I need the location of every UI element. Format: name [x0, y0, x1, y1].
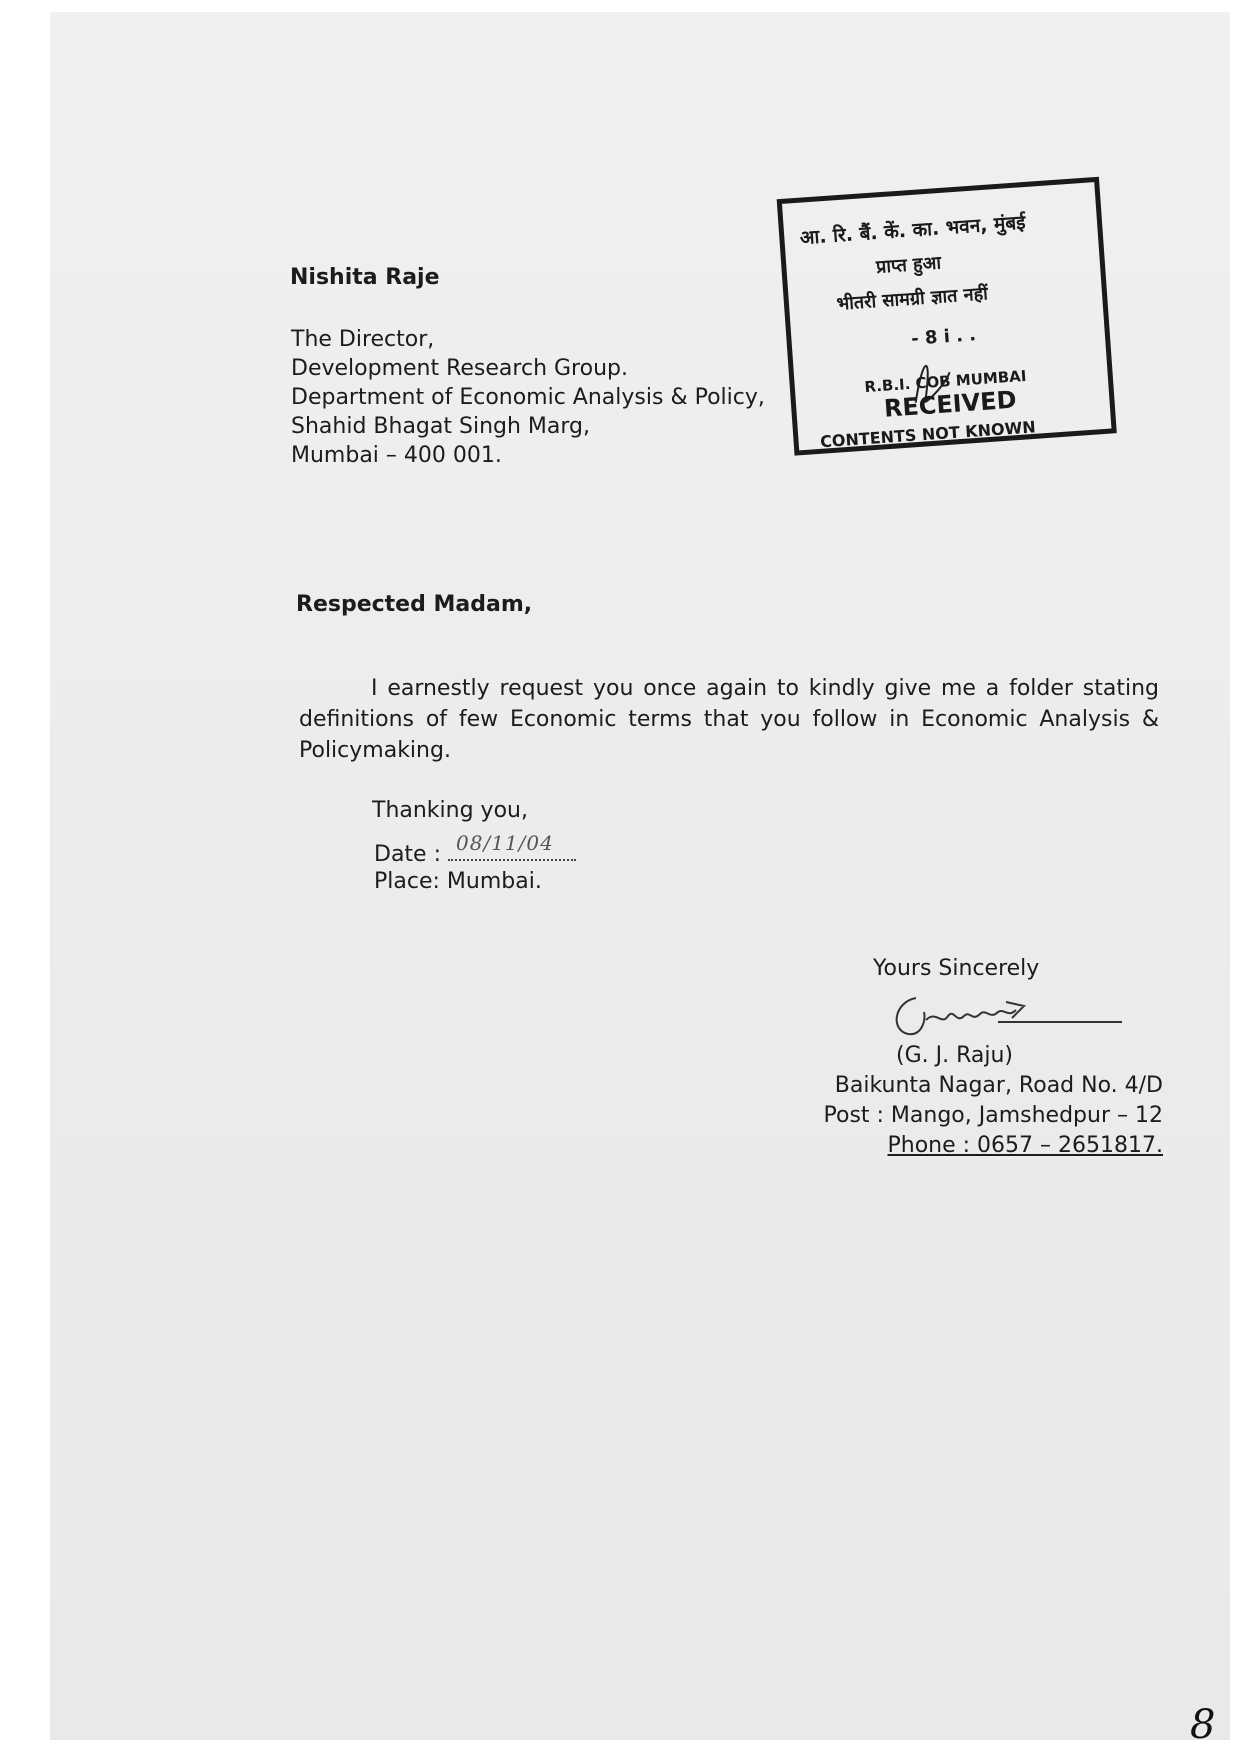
handwritten-signature — [886, 990, 1126, 1040]
place-label: Place: — [374, 869, 440, 894]
stamp-hindi-line3: भीतरी सामग्री ज्ञात नहीं — [835, 283, 989, 315]
sender-name: Nishita Raje — [290, 265, 440, 290]
place-line — [374, 869, 542, 894]
date-label: Date : — [374, 842, 441, 867]
recipient-line: Department of Economic Analysis & Policy, — [291, 385, 765, 410]
stamp-received: RECEIVED — [883, 385, 1018, 423]
letter-body — [299, 673, 1159, 766]
signatory-name: (G. J. Raju) — [896, 1043, 1014, 1068]
svg-text:- 8 i . .: - 8 i . . — [910, 324, 977, 350]
recipient-line: Shahid Bhagat Singh Marg, — [291, 414, 590, 439]
received-stamp — [770, 150, 1130, 490]
svg-text:8: 8 — [1190, 1702, 1216, 1744]
salutation: Respected Madam, — [296, 592, 533, 617]
date-line — [374, 831, 576, 867]
body-paragraph: I earnestly request you once again to kindly give me a folder stating definitions of few Economic terms that you follow in Economic Analysis & Policymaking. — [299, 676, 1159, 763]
recipient-address — [291, 325, 765, 470]
stamp-hindi-line1: आ. रि. बैं. कें. का. भवन, मुंबई — [799, 211, 1027, 250]
address-line: Baikunta Nagar, Road No. 4/D — [834, 1073, 1163, 1098]
stamp-hindi-line2: प्राप्त हुआ — [875, 252, 942, 278]
address-line: Post : Mango, Jamshedpur – 12 — [823, 1103, 1163, 1128]
place-value: Mumbai. — [446, 869, 542, 894]
thanking-you: Thanking you, — [372, 798, 528, 823]
stamp-contents: CONTENTS NOT KNOWN — [819, 417, 1037, 452]
handwritten-page-number — [1186, 1700, 1226, 1744]
handwritten-date: 08/11/04 — [456, 831, 554, 855]
signatory-address — [824, 1071, 1164, 1161]
stamp-office: R.B.I. COB MUMBAI — [863, 366, 1027, 397]
sign-off: Yours Sincerely — [873, 956, 1040, 981]
recipient-line: The Director, — [291, 327, 435, 352]
recipient-line: Development Research Group. — [291, 356, 628, 381]
recipient-line: Mumbai – 400 001. — [291, 443, 502, 468]
phone-number: Phone : 0657 – 2651817. — [887, 1133, 1163, 1158]
